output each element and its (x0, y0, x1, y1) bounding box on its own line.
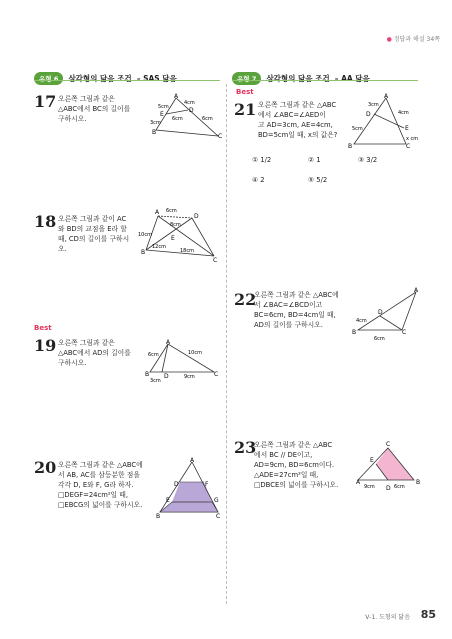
choice-5[interactable]: ⑤ 5/2 (308, 176, 328, 184)
svg-text:B: B (145, 371, 150, 378)
section-7-header (232, 66, 370, 85)
chapter-footer: Ⅴ-1. 도형의 닮음 (365, 614, 410, 621)
problem-21-number: 21 (234, 100, 257, 119)
best-label: Best (34, 324, 52, 332)
section-6-header (34, 66, 177, 85)
svg-text:A: A (384, 93, 389, 100)
svg-text:6cm: 6cm (166, 208, 177, 214)
problem-18-number: 18 (34, 212, 57, 231)
svg-text:B: B (152, 129, 157, 136)
svg-text:x cm: x cm (406, 136, 419, 142)
section-subtitle: – SAS 닮음 (136, 74, 177, 83)
section-title: 삼각형의 닮음 조건 (266, 74, 330, 83)
problem-23-text: 오른쪽 그림과 같은 △ABC 에서 BC // DE이고, AD=9cm, BD=6cm이다. △ADE=27cm²일 때, □DBCE의 넓이를 구하시오. (254, 441, 339, 489)
best-label: Best (236, 88, 254, 96)
svg-text:9cm: 9cm (184, 374, 195, 380)
svg-text:D: D (378, 309, 383, 316)
problem-18-text: 오른쪽 그림과 같이 AC 와 BD의 교점을 E라 할 때, CD의 길이를 구하시 오. (58, 215, 130, 253)
svg-text:10cm: 10cm (138, 232, 152, 238)
svg-text:D: D (386, 485, 391, 492)
svg-text:3cm: 3cm (150, 120, 161, 126)
svg-text:8cm: 8cm (170, 222, 181, 228)
problem-23-figure (352, 440, 424, 494)
svg-text:6cm: 6cm (374, 336, 385, 342)
svg-text:E: E (166, 497, 170, 504)
problem-17-number: 17 (34, 92, 57, 111)
section-subtitle: – AA 닮음 (334, 74, 370, 83)
section-badge: 유형 7 (232, 72, 261, 85)
svg-text:B: B (141, 249, 146, 256)
svg-text:B: B (156, 513, 161, 520)
page-number: 85 (420, 608, 436, 621)
svg-text:4cm: 4cm (356, 318, 367, 324)
svg-text:D: D (189, 107, 194, 114)
svg-text:D: D (164, 373, 169, 380)
svg-text:C: C (402, 329, 407, 336)
problem-22-figure (350, 286, 424, 342)
svg-text:F: F (205, 481, 209, 488)
svg-text:6cm: 6cm (394, 484, 405, 490)
problem-17-figure (148, 92, 224, 140)
svg-text:C: C (216, 513, 221, 520)
problem-19-number: 19 (34, 336, 57, 355)
svg-text:E: E (370, 457, 374, 464)
divider (232, 80, 418, 81)
svg-text:B: B (352, 329, 357, 336)
svg-text:D: D (366, 111, 371, 118)
choice-4[interactable]: ④ 2 (252, 176, 265, 184)
problem-19-figure (142, 338, 222, 384)
problem-22-number: 22 (234, 290, 257, 309)
svg-text:C: C (214, 371, 219, 378)
choice-3[interactable]: ③ 3/2 (358, 156, 378, 164)
svg-text:A: A (166, 339, 171, 346)
problem-17-text: 오른쪽 그림과 같은 △ABC에서 BC의 길이를 구하시오. (58, 95, 131, 123)
svg-text:G: G (214, 497, 219, 504)
svg-text:B: B (348, 143, 353, 148)
svg-text:6cm: 6cm (172, 116, 183, 122)
svg-text:A: A (356, 479, 361, 486)
problem-20-text: 오른쪽 그림과 같은 △ABC에 서 AB, AC를 삼등분한 점을 각각 D, E와 F, G라 하자. □DEGF=24cm²일 때, □EBCG의 넓이를 구하시오. (58, 461, 143, 509)
problem-21-text: 오른쪽 그림과 같은 △ABC 에서 ∠ABC=∠AED이 고 AD=3cm, AE=4cm, BD=5cm일 때, x의 값은? (258, 101, 338, 139)
svg-text:5cm: 5cm (158, 104, 169, 110)
problem-18-figure (138, 204, 222, 262)
svg-text:A: A (155, 209, 160, 216)
svg-text:18cm: 18cm (180, 248, 194, 254)
problem-20-figure (156, 456, 224, 520)
svg-text:E: E (171, 235, 175, 242)
svg-text:6cm: 6cm (148, 352, 159, 358)
divider (34, 80, 220, 81)
problem-22-text: 오른쪽 그림과 같은 △ABC에 서 ∠BAC=∠BCD이고 BC=6cm, BD=4cm일 때, AD의 길이를 구하시오. (254, 291, 339, 329)
svg-text:4cm: 4cm (184, 100, 195, 106)
svg-text:A: A (190, 457, 195, 464)
svg-text:4cm: 4cm (398, 110, 409, 116)
choice-2[interactable]: ② 1 (308, 156, 321, 164)
svg-text:C: C (213, 257, 218, 262)
svg-text:10cm: 10cm (188, 350, 202, 356)
problem-23-number: 23 (234, 438, 257, 457)
svg-text:C: C (218, 133, 223, 140)
column-divider (226, 84, 227, 604)
svg-text:A: A (174, 93, 179, 100)
problem-20-number: 20 (34, 458, 57, 477)
svg-text:E: E (160, 111, 164, 118)
choice-1[interactable]: ① 1/2 (252, 156, 272, 164)
svg-text:12cm: 12cm (152, 244, 166, 250)
svg-text:6cm: 6cm (202, 116, 213, 122)
svg-text:3cm: 3cm (368, 102, 379, 108)
svg-text:C: C (406, 143, 411, 148)
svg-text:D: D (194, 213, 199, 220)
svg-text:E: E (405, 125, 409, 132)
svg-text:C: C (386, 441, 391, 448)
svg-text:A: A (414, 287, 419, 294)
svg-text:9cm: 9cm (364, 484, 375, 490)
svg-text:B: B (416, 479, 421, 486)
answer-note: ● 정답과 해설 34쪽 (386, 36, 440, 43)
problem-21-figure (348, 92, 422, 148)
svg-text:3cm: 3cm (150, 378, 161, 384)
svg-text:5cm: 5cm (352, 126, 363, 132)
section-badge: 유형 6 (34, 72, 63, 85)
section-title: 삼각형의 닮음 조건 (68, 74, 132, 83)
svg-text:D: D (174, 481, 179, 488)
problem-19-text: 오른쪽 그림과 같은 △ABC에서 AD의 길이를 구하시오. (58, 339, 131, 367)
